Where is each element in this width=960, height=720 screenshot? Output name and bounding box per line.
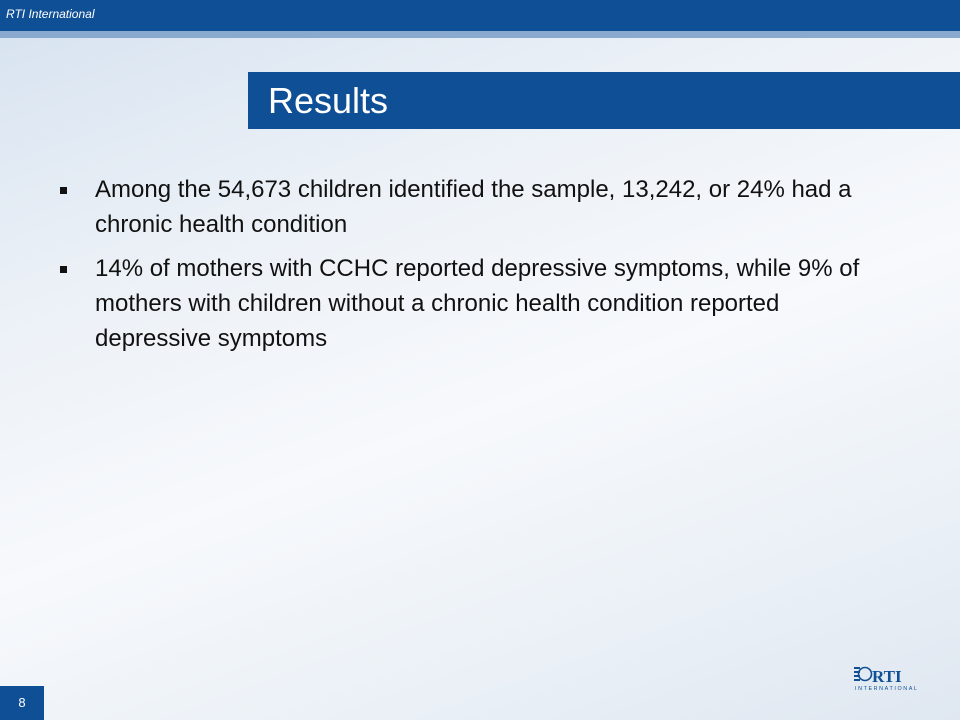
top-banner-stripe [0, 31, 960, 38]
page-number-box [0, 686, 44, 720]
top-banner [0, 0, 960, 31]
logo-subtext: INTERNATIONAL [855, 686, 919, 692]
bullet-item [60, 251, 900, 356]
slide-title: Results [268, 80, 389, 121]
page-number: 8 [18, 695, 26, 710]
rti-logo-icon [852, 664, 922, 692]
square-bullet-icon [60, 266, 67, 273]
bullet-item [60, 172, 900, 242]
logo-mark: RTI [872, 667, 902, 686]
bullet-text: Among the 54,673 children identified the sample, 13,242, or 24% had a chronic health condition [95, 176, 852, 238]
title-bar [248, 72, 960, 129]
bullet-text: 14% of mothers with CCHC reported depressive symptoms, while 9% of mothers with children without a chronic health condition reported depressive symptoms [95, 255, 860, 352]
brand-label: RTI International [6, 7, 95, 21]
square-bullet-icon [60, 187, 67, 194]
bullet-list [60, 172, 900, 365]
